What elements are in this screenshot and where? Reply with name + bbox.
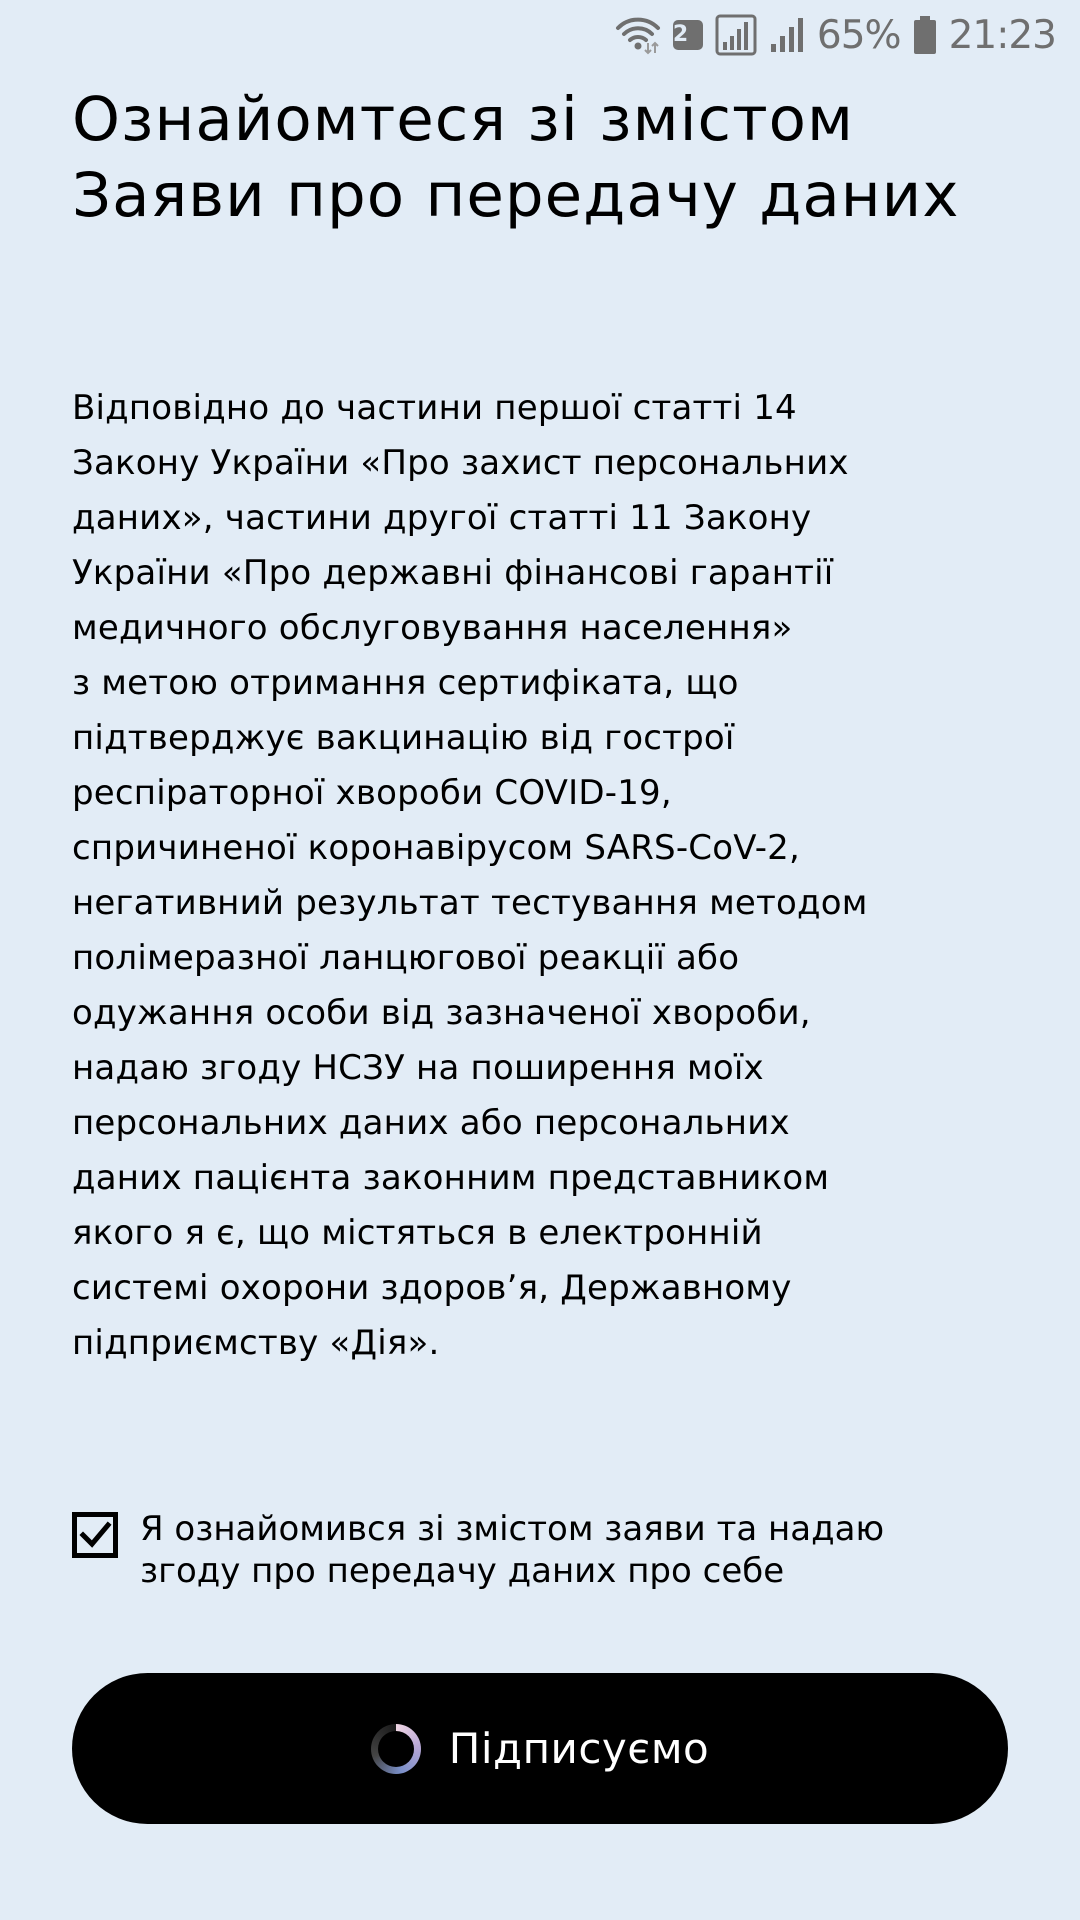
status-bar — [0, 0, 1080, 70]
clock: 21:23 — [948, 12, 1056, 58]
sign-button-label: Підписуємо — [448, 1724, 710, 1773]
statement-text: Відповідно до частини першої статті 14 Закону України «Про захист персональних даних», частини другої статті 11 Закону України «Про державні фінансові гарантії медичного обслуговування населення» з метою отримання сертифіката, що підтверджує вакцинацію від гострої респіраторної хвороби COVID-19, спричиненої коронавірусом SARS-CoV-2, негативний результат тестування методом полімеразної ланцюгової реакції або одужання особи від зазначеної хвороби, надаю згоду НСЗУ на поширення моїх персональних даних або персональних даних пацієнта законним представником якого я є, що містяться в електронній системі охорони здоров’я, Державному підприємству «Дія». — [72, 388, 868, 1363]
loading-spinner-icon — [371, 1724, 421, 1774]
wifi-icon — [615, 15, 661, 55]
battery-percent: 65% — [816, 12, 901, 58]
page-title: Ознайомтеся зі змістом Заяви про передачу даних — [72, 84, 960, 231]
battery-icon — [913, 15, 937, 55]
sign-button[interactable] — [72, 1673, 1008, 1824]
consent-checkbox[interactable] — [72, 1512, 118, 1558]
consent-checkbox-row[interactable] — [72, 1508, 1012, 1592]
signal-sim1-icon — [715, 14, 757, 56]
sim-badge: 2 — [673, 20, 703, 50]
consent-label: Я ознайомився зі змістом заяви та надаю згоду про передачу даних про себе — [140, 1509, 885, 1591]
checkmark-icon — [77, 1517, 113, 1553]
signal-sim2-icon — [769, 16, 805, 54]
